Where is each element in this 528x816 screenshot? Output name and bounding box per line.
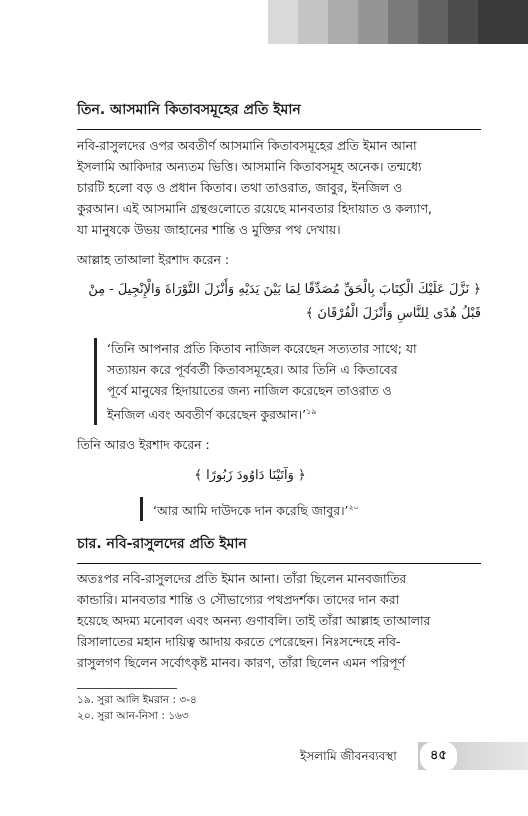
- header-strip: [448, 0, 478, 44]
- header-strip: [268, 0, 298, 44]
- text-line: ‘তিনি আপনার প্রতি কিতাব নাজিল করেছেন সত্যতার সাথে; যা: [107, 341, 417, 356]
- footnote-divider: [77, 688, 177, 689]
- text-line: সত্যায়ন করে পূর্ববর্তী কিতাবসমূহের। আর তিনি এ কিতাবের: [107, 362, 398, 377]
- header-strip: [298, 0, 328, 44]
- running-title: ইসলামি জীবনব্যবস্থা: [300, 749, 397, 763]
- footnote-ref: ২০: [348, 503, 359, 512]
- section-heading: চার. নবি-রাসুলদের প্রতি ইমান: [77, 532, 481, 564]
- header-decoration: [0, 0, 528, 44]
- translation-quote: [94, 338, 494, 425]
- text-line: পূর্বে মানুষের হিদায়াতের জন্য নাজিল করেছেন তাওরাত ও: [107, 383, 392, 398]
- intro-line: আল্লাহ তাআলা ইরশাদ করেন :: [77, 252, 230, 267]
- page-number: ৪৫: [420, 742, 457, 771]
- quote-text: ইনজিল এবং অবতীর্ণ করেছেন কুরআন।’: [107, 407, 307, 423]
- arabic-verse: ﴿ وَآتَيْنَا دَاوُودَ زَبُورًا ﴾: [194, 468, 306, 483]
- section-heading: তিন. আসমানি কিতাবসমূহের প্রতি ইমান: [77, 98, 481, 130]
- text-line: যা মানুষকে উভয় জাহানের শান্তি ও মুক্তির পথ দেখায়।: [77, 222, 341, 237]
- quote-text: ‘আর আমি দাউদকে দান করেছি জাবুর।’: [153, 503, 349, 519]
- footnote-ref: ১৯: [306, 407, 317, 416]
- text-line: [107, 401, 494, 425]
- text-line: ইসলামি আকিদার অন্যতম ভিত্তি। আসমানি কিতাবসমূহ অনেক। তন্মধ্যে: [77, 159, 422, 174]
- header-strip: [328, 0, 358, 44]
- paragraph: [77, 135, 481, 240]
- arabic-verse: ﴿ نَزَّلَ عَلَيْكَ الْكِتَابَ بِالْحَقِّ مُصَدِّقًا لِمَا بَيْنَ يَدَيْهِ وَأَنْزَلَ التَّوْرَاةَ وَالْإِنْجِيلَ - مِنْ قَبْلُ هُدًى لِلنَّاسِ وَأَنْزَلَ الْفُرْقَانَ ﴾: [88, 282, 481, 321]
- footnote: ২০. সুরা আন-নিসা : ১৬৩: [77, 710, 189, 722]
- header-strip: [418, 0, 448, 44]
- footnote: ১৯. সুরা আলি ইমরান : ৩-৪: [77, 694, 197, 706]
- paragraph: [77, 568, 481, 673]
- text-line: চারটি হলো বড় ও প্রধান কিতাব। তথা তাওরাত, জাবুর, ইনজিল ও: [77, 180, 403, 195]
- text-line: হয়েছে অদম্য মনোবল এবং অনন্য গুণাবলি। তাই তাঁরা আল্লাহ তাআলার: [77, 613, 431, 628]
- intro-line: তিনি আরও ইরশাদ করেন :: [77, 437, 210, 452]
- text-line: নবি-রাসুলদের ওপর অবতীর্ণ আসমানি কিতাবসমূহের প্রতি ইমান আনা: [77, 138, 417, 153]
- header-strip: [388, 0, 418, 44]
- text-line: অতঃপর নবি-রাসুলদের প্রতি ইমান আনা। তাঁরা ছিলেন মানবজাতির: [77, 571, 407, 586]
- header-strip: [358, 0, 388, 44]
- text-line: কান্ডারি। মানবতার শান্তি ও সৌভাগ্যের পথপ্রদর্শক। তাদের দান করা: [77, 592, 400, 607]
- text-line: কুরআন। এই আসমানি গ্রন্থগুলোতে রয়েছে মানবতার হিদায়াত ও কল্যাণ,: [77, 201, 432, 216]
- text-line: রিসালাতের মহান দায়িত্ব আদায় করতে পেরেছেন। নিঃসন্দেহে নবি-: [77, 634, 401, 649]
- header-strip: [478, 0, 528, 44]
- text-line: রাসুলগণ ছিলেন সর্বোৎকৃষ্ট মানব। কারণ, তাঁরা ছিলেন এমন পরিপূর্ণ: [77, 655, 406, 670]
- translation-quote: [140, 497, 473, 521]
